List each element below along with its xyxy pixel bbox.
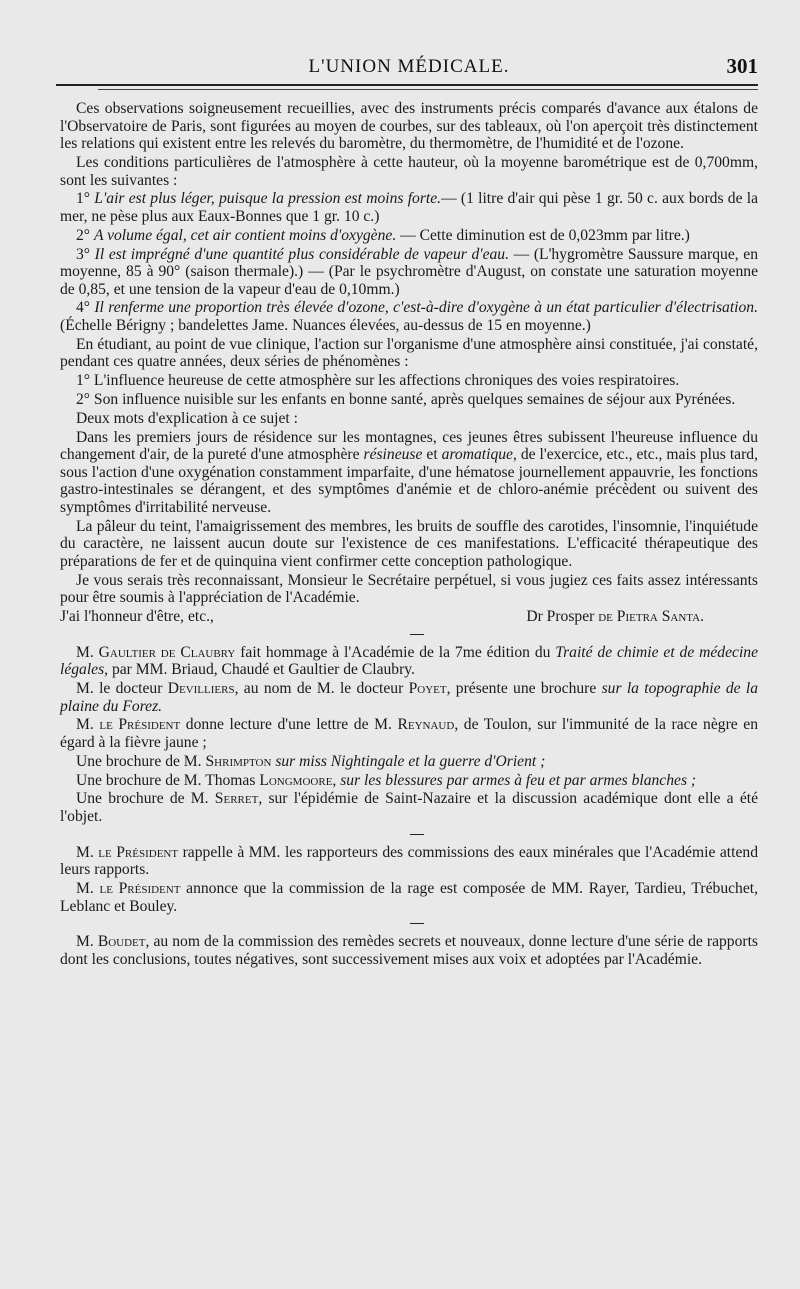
entry-gaultier (60, 644, 758, 679)
list-item-4 (60, 299, 758, 334)
text-span: Une brochure de M. (76, 790, 215, 808)
text-span: , au nom de la commission des remèdes secrets et nouveaux, donne lecture d'une série de rapports dont les conclusions, toutes négatives, sont successivement mises aux voix et adoptées par l'Académie. (60, 933, 758, 968)
book-title: Traité de chimie et de médecine légales (60, 643, 758, 679)
text-span: et (422, 446, 442, 464)
text-span: Une brochure de M. Thomas (76, 771, 260, 789)
text-span: , présente une brochure (446, 680, 602, 698)
person-name: Gaultier de Claubry (98, 643, 236, 661)
paragraph-explanation: Deux mots d'explication à ce sujet : (76, 409, 298, 427)
paragraph-influence-1: 1° L'influence heureuse de cette atmosphère sur les affections chroniques des voies respiratoires. (76, 372, 680, 390)
entry-president-rage (60, 880, 758, 915)
item-text: (Échelle Bérigny ; bandelettes Jame. Nuances élevées, au-dessus de 15 en moyenne.) (60, 317, 591, 335)
list-item-1 (60, 190, 758, 225)
header-rule (56, 84, 758, 86)
item-emphasis: Il est imprégné d'une quantité plus considérable de vapeur d'eau. (94, 245, 509, 263)
page-number: 301 (726, 54, 758, 78)
item-number: 1° (76, 190, 95, 208)
person-name: Longmoore (259, 771, 333, 789)
text-span: Une brochure de M. (76, 752, 206, 770)
book-title: sur miss Nightingale et la guerre d'Orient ; (271, 752, 546, 770)
person-name: Boudet (97, 933, 146, 951)
paragraph-influence-2: 2° Son influence nuisible sur les enfants en bonne santé, après quelques semaines de séjour aux Pyrénées. (76, 391, 736, 408)
section-separator (410, 834, 424, 835)
person-name: Reynaud (397, 716, 455, 734)
item-text: — (L'hygromètre Saussure marque, en moyenne, 85 à 90° (saison thermale).) — (Par le psychromètre d'August, on constate une saturation moyenne de 0,85, et une tension de la vapeur d'eau de 0,10mm.) (60, 245, 758, 298)
text-span: , par MM. Briaud, Chaudé et Gaultier de Claubry. (104, 661, 415, 679)
signature-author (526, 608, 704, 626)
text-span: donne lecture d'une lettre de M. (180, 716, 398, 734)
person-name: Devilliers (167, 680, 235, 698)
item-emphasis: Il renferme une proportion très élevée d'ozone, c'est-à-dire d'oxygène à un état particulier d'électrisation. (94, 299, 758, 317)
section-separator (410, 634, 424, 635)
signature-line (60, 608, 758, 626)
person-name: Serret (214, 790, 259, 808)
text-span: , de Toulon, sur l'immunité de la race nègre en égard à la fièvre jaune ; (60, 716, 758, 751)
paragraph-conditions: Les conditions particulières de l'atmosphère à cette hauteur, où la moyenne barométrique est de 0,700mm, sont les suivantes : (60, 153, 758, 189)
entry-reynaud (60, 716, 758, 751)
person-name: le Président (99, 879, 181, 897)
person-name: Shrimpton (205, 752, 272, 770)
entry-boudet (60, 933, 758, 968)
entry-devilliers (60, 680, 758, 715)
entry-serret (60, 790, 758, 825)
text-span: M. le docteur (76, 680, 168, 698)
text-span: Dans les premiers jours de résidence sur les montagnes, ces jeunes êtres subissent l'heureuse influence du changement d'air, de la pureté d'une atmosphère (60, 428, 758, 464)
paragraph-first-days (60, 429, 758, 517)
person-name: le Président (98, 843, 179, 861)
book-title: sur les blessures par armes à feu et par armes blanches ; (340, 771, 697, 789)
list-item-2 (60, 227, 758, 245)
paragraph-pallor: La pâleur du teint, l'amaigrissement des membres, les bruits de souffle des carotides, l'insomnie, l'inquiétude du caractère, ne laissent aucun doute sur l'existence de ces manifestations. L'efficacité thérapeutique des préparations de fer et de quinquina vient confirmer cette conception pathologique. (60, 517, 758, 570)
text-span: M. (76, 643, 99, 661)
text-span: , au nom de M. le docteur (234, 680, 409, 698)
paragraph-closing: Je vous serais très reconnaissant, Monsieur le Secrétaire perpétuel, si vous jugiez ces faits assez intéressants pour être soumis à l'appréciation de l'Académie. (60, 571, 758, 607)
text-span: , (332, 771, 341, 789)
book-title: sur la topographie de la plaine du Forez. (60, 680, 758, 715)
text-span: M. (76, 933, 98, 951)
running-title: L'UNION MÉDICALE. (308, 56, 510, 77)
entry-president-reminder (60, 844, 758, 879)
body-text (60, 100, 758, 968)
list-item-3 (60, 246, 758, 299)
item-emphasis: A volume égal, cet air contient moins d'oxygène. (93, 226, 397, 244)
entry-longmoore (60, 772, 758, 790)
person-name: Poyet (408, 680, 447, 698)
header-rule-thin (98, 89, 758, 90)
author-prefix: Dr Prosper (526, 608, 599, 626)
item-text: — Cette diminution est de 0,023mm par litre.) (396, 226, 690, 244)
paragraph-clinical: En étudiant, au point de vue clinique, l'action sur l'organisme d'une atmosphère ainsi constituée, j'ai constaté, pendant ces quatre années, deux séries de phénomènes : (60, 335, 758, 371)
entry-shrimpton (60, 753, 758, 771)
section-separator (410, 923, 424, 924)
author-name: de Pietra Santa. (598, 608, 704, 626)
item-text: — (1 litre d'air qui pèse 1 gr. 50 c. aux bords de la mer, ne pèse plus aux Eaux-Bonnes que 1 gr. 10 c.) (60, 190, 758, 225)
item-emphasis: L'air est plus léger, puisque la pression est moins forte. (94, 190, 442, 208)
item-number: 3° (76, 245, 95, 263)
text-span: rappelle à MM. les rapporteurs des commissions des eaux minérales que l'Académie attend leurs rapports. (60, 843, 758, 879)
text-span: annonce que la commission de la rage est composée de MM. Rayer, Tardieu, Trébuchet, Leblanc et Bouley. (60, 879, 758, 915)
text-span: , de l'exercice, etc., etc., mais plus tard, sous l'action d'une oxygénation constamment imparfaite, d'une hématose journellement appauvrie, les fonctions gastro-intestinales se dérangent, et des symptômes d'anémie et de chloro-anémie précèdent ou suivent des symptômes d'irritabilité nerveuse. (60, 446, 758, 516)
text-span: , sur l'épidémie de Saint-Nazaire et la discussion académique dont elle a été l'objet. (60, 790, 758, 825)
text-span: M. (76, 879, 100, 897)
text-span: M. (76, 716, 100, 734)
text-emphasis: résineuse (363, 446, 423, 464)
paragraph-observations: Ces observations soigneusement recueillies, avec des instruments précis comparés d'avance aux étalons de l'Observatoire de Paris, sont figurées au moyen de courbes, sur des tableaux, où l'on aperçoit très distinctement les relations qui existent entre les relevés du baromètre, du thermomètre, de l'humidité et de l'ozone. (60, 100, 758, 153)
text-emphasis: aromatique (441, 446, 513, 464)
page-header (60, 52, 758, 82)
text-span: fait hommage à l'Académie de la 7me édition du (235, 643, 556, 661)
person-name: le Président (99, 716, 181, 734)
signature-salutation: J'ai l'honneur d'être, etc., (60, 608, 214, 626)
item-number: 2° (76, 226, 94, 244)
text-span: M. (76, 843, 99, 861)
item-number: 4° (76, 299, 95, 317)
